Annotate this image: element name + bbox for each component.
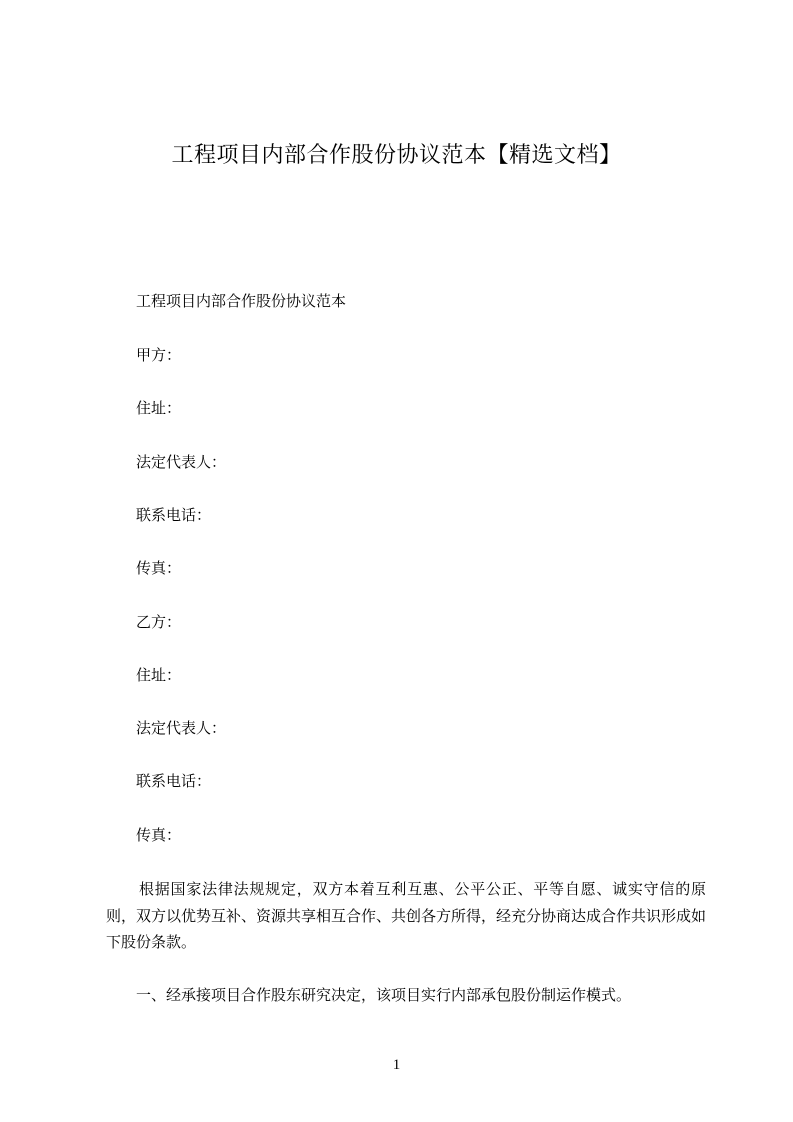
- party-b-phone-label: 联系电话：: [136, 772, 212, 790]
- preamble-paragraph: 根据国家法律法规规定，双方本着互利互惠、公平公正、平等自愿、诚实守信的原则，双方以优势互补、资源共享相互合作、共创各方所得，经充分协商达成合作共识形成如下股份条款。: [106, 880, 707, 951]
- document-subtitle: 工程项目内部合作股份协议范本: [136, 292, 347, 310]
- party-b-address-label: 住址：: [136, 666, 182, 684]
- party-a-legal-rep-label: 法定代表人：: [136, 453, 227, 471]
- party-a-label: 甲方：: [136, 346, 182, 364]
- page-number: 1: [392, 1057, 401, 1073]
- party-b-legal-rep-label: 法定代表人：: [136, 719, 227, 737]
- party-a-address-label: 住址：: [136, 399, 182, 417]
- party-b-fax-label: 传真：: [136, 826, 182, 844]
- clause-1: 一、经承接项目合作股东研究决定，该项目实行内部承包股份制运作模式。: [136, 986, 632, 1004]
- party-b-label: 乙方：: [136, 613, 182, 631]
- party-a-fax-label: 传真：: [136, 559, 182, 577]
- party-a-phone-label: 联系电话：: [136, 506, 212, 524]
- document-title: 工程项目内部合作股份协议范本【精选文档】: [171, 143, 622, 168]
